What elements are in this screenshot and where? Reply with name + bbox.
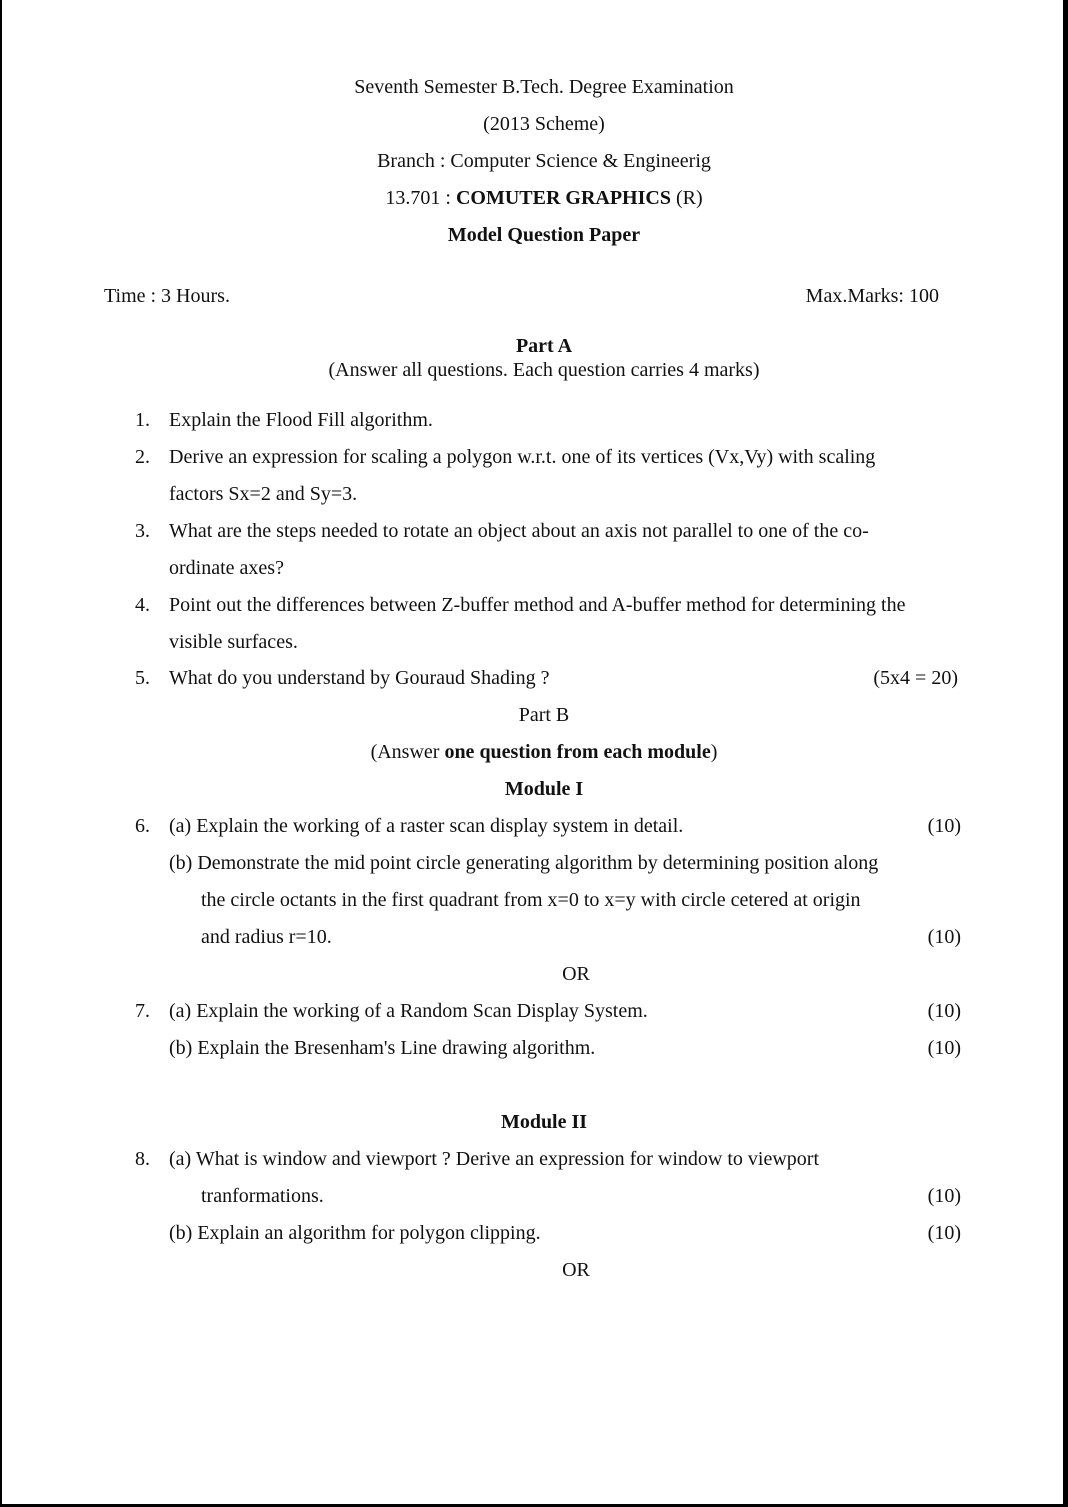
paper-type-text: Model Question Paper — [447, 224, 641, 246]
question-text: What do you understand by Gouraud Shading ? — [169, 667, 550, 689]
question-6a: (a) Explain the working of a raster scan display system in detail. — [169, 815, 684, 837]
question-6b: (b) Demonstrate the mid point circle generating algorithm by determining position along — [169, 852, 879, 874]
part-a-instruction: (Answer all questions. Each question carries 4 marks) — [328, 359, 760, 381]
marks: (10) — [927, 1222, 961, 1244]
part-a-total-marks: (5x4 = 20) — [873, 667, 958, 689]
part-a-title-text: Part A — [515, 335, 573, 357]
marks: (10) — [927, 1037, 961, 1059]
question-text-cont: visible surfaces. — [169, 631, 298, 653]
time-label: Time : 3 Hours. — [104, 285, 230, 307]
question-6b-cont: and radius r=10. — [201, 926, 332, 948]
question-number: 2. — [135, 446, 150, 468]
part-b-title: Part B — [518, 704, 570, 726]
course-suffix: (R) — [670, 187, 703, 209]
course-title — [2, 186, 1068, 210]
exam-title: Seventh Semester B.Tech. Degree Examination — [354, 76, 734, 98]
marks: (10) — [927, 926, 961, 948]
question-7b: (b) Explain the Bresenham's Line drawing algorithm. — [169, 1037, 596, 1059]
question-6b-cont: the circle octants in the first quadrant from x=0 to x=y with circle cetered at origin — [201, 889, 861, 911]
question-number: 7. — [135, 1000, 150, 1022]
question-text-cont: ordinate axes? — [169, 557, 284, 579]
question-text-cont: factors Sx=2 and Sy=3. — [169, 483, 358, 505]
max-marks-label: Max.Marks: 100 — [805, 285, 939, 307]
module-1-title — [2, 777, 1068, 801]
branch: Branch : Computer Science & Engineerig — [377, 150, 711, 172]
question-8a: (a) What is window and viewport ? Derive an expression for window to viewport — [169, 1148, 820, 1170]
or-separator: OR — [562, 963, 590, 985]
question-number: 5. — [135, 667, 150, 689]
part-b-instruction-pre: (Answer — [370, 741, 445, 763]
question-text: Derive an expression for scaling a polygon w.r.t. one of its vertices (Vx,Vy) with scaling — [169, 446, 876, 468]
course-name: COMUTER GRAPHICS — [455, 187, 671, 209]
question-text: Point out the differences between Z-buffer method and A-buffer method for determining the — [169, 594, 906, 616]
module-2-title-text: Module II — [500, 1111, 588, 1133]
question-8b: (b) Explain an algorithm for polygon clipping. — [169, 1222, 541, 1244]
part-b-instruction-bold: one question from each module — [444, 741, 711, 763]
question-number: 6. — [135, 815, 150, 837]
question-7a: (a) Explain the working of a Random Scan Display System. — [169, 1000, 648, 1022]
question-number: 8. — [135, 1148, 150, 1170]
course-code: 13.701 : — [385, 187, 456, 209]
part-b-instruction-post: ) — [710, 741, 718, 763]
part-b-instruction — [2, 740, 1068, 764]
module-1-title-text: Module I — [504, 778, 584, 800]
paper-type — [2, 223, 1068, 247]
scheme: (2013 Scheme) — [483, 113, 605, 135]
question-text: What are the steps needed to rotate an object about an axis not parallel to one of the co- — [169, 520, 869, 542]
module-2-title — [2, 1110, 1068, 1134]
question-number: 4. — [135, 594, 150, 616]
question-8a-cont: tranformations. — [201, 1185, 324, 1207]
or-separator: OR — [562, 1259, 590, 1281]
marks: (10) — [927, 1185, 961, 1207]
question-text: Explain the Flood Fill algorithm. — [169, 409, 433, 431]
question-number: 3. — [135, 520, 150, 542]
question-number: 1. — [135, 409, 150, 431]
part-a-title — [2, 334, 1068, 358]
marks: (10) — [927, 815, 961, 837]
marks: (10) — [927, 1000, 961, 1022]
